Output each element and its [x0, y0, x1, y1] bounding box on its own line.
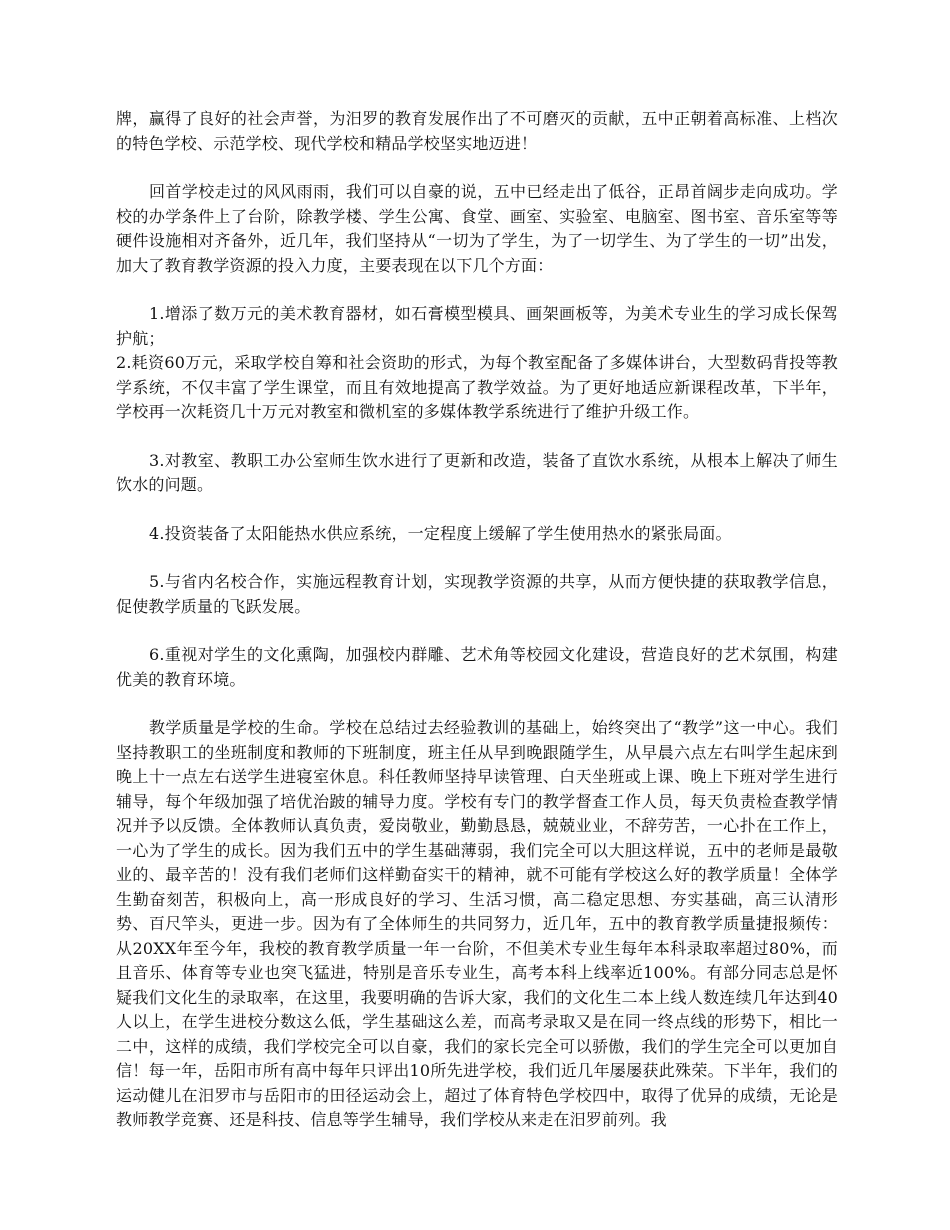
list-item-1-art-equipment: 1.增添了数万元的美术教育器材，如石膏模型模具、画架画板等，为美术专业生的学习成长保驾护航；: [116, 304, 838, 348]
list-item-3-drinking-water: 3.对教室、教职工办公室师生饮水进行了更新和改造，装备了直饮水系统，从根本上解决了师生饮水的问题。: [116, 450, 838, 494]
list-item-5-remote-education: 5.与省内名校合作，实施远程教育计划，实现教学资源的共享，从而方便快捷的获取教学信息，促使教学质量的飞跃发展。: [116, 572, 838, 616]
document-body: [116, 107, 838, 1133]
paragraph-continuation: 牌，赢得了良好的社会声誉，为汨罗的教育发展作出了不可磨灭的贡献，五中正朝着高标准、上档次的特色学校、示范学校、现代学校和精品学校坚实地迈进！: [116, 109, 838, 153]
list-item-6-campus-culture: 6.重视对学生的文化熏陶，加强校内群雕、艺术角等校园文化建设，营造良好的艺术氛围，构建优美的教育环境。: [116, 645, 838, 689]
paragraph-teaching-quality: 教学质量是学校的生命。学校在总结过去经验教训的基础上，始终突出了“教学”这一中心。我们坚持教职工的坐班制度和教师的下班制度，班主任从早到晚跟随学生，从早晨六点左右叫学生起床到晚上十一点左右送学生进寝室休息。科任教师坚持早读管理、白天坐班或上课、晚上下班对学生进行辅导，每个年级加强了培优治跛的辅导力度。学校有专门的教学督查工作人员，每天负责检查教学情况并予以反馈。全体教师认真负责，爱岗敬业，勤勤恳恳，兢兢业业，不辞劳苦，一心扑在工作上，一心为了学生的成长。因为我们五中的学生基础薄弱，我们完全可以大胆这样说，五中的老师是最敬业的、最辛苦的！没有我们老师们这样勤奋实干的精神，就不可能有学校这么好的教学质量！全体学生勤奋刻苦，积极向上，高一形成良好的学习、生活习惯，高二稳定思想、夯实基础，高三认清形势、百尺竿头，更进一步。因为有了全体师生的共同努力，近几年，五中的教育教学质量捷报频传：从20XX年至今年，我校的教育教学质量一年一台阶，不但美术专业生每年本科录取率超过80%，而且音乐、体育等专业也突飞猛进，特别是音乐专业生，高考本科上线率近100%。有部分同志总是怀疑我们文化生的录取率，在这里，我要明确的告诉大家，我们的文化生二本上线人数连续几年达到40人以上，在学生进校分数这么低，学生基础这么差，而高考录取又是在同一终点线的形势下，相比一二中，这样的成绩，我们学校完全可以自豪，我们的家长完全可以骄傲，我们的学生完全可以更加自信！每一年，岳阳市所有高中每年只评出10所先进学校，我们近几年屡屡获此殊荣。下半年，我们的运动健儿在汨罗市与岳阳市的田径运动会上，超过了体育特色学校四中，取得了优异的成绩，无论是教师教学竞赛、还是科技、信息等学生辅导，我们学校从来走在汨罗前列。我: [116, 718, 838, 1129]
list-item-2-multimedia: 2.耗资60万元，采取学校自筹和社会资助的形式，为每个教室配备了多媒体讲台，大型数码背投等教学系统，不仅丰富了学生课堂，而且有效地提高了教学效益。为了更好地适应新课程改革，下半年，学校再一次耗资几十万元对教室和微机室的多媒体教学系统进行了维护升级工作。: [116, 353, 838, 421]
paragraph-school-history: 回首学校走过的风风雨雨，我们可以自豪的说，五中已经走出了低谷，正昂首阔步走向成功。学校的办学条件上了台阶，除教学楼、学生公寓、食堂、画室、实验室、电脑室、图书室、音乐室等等硬件设施相对齐备外，近几年，我们坚持从“一切为了学生，为了一切学生、为了学生的一切”出发，加大了教育教学资源的投入力度，主要表现在以下几个方面：: [116, 182, 838, 275]
list-item-4-solar-water: 4.投资装备了太阳能热水供应系统，一定程度上缓解了学生使用热水的紧张局面。: [149, 523, 732, 543]
